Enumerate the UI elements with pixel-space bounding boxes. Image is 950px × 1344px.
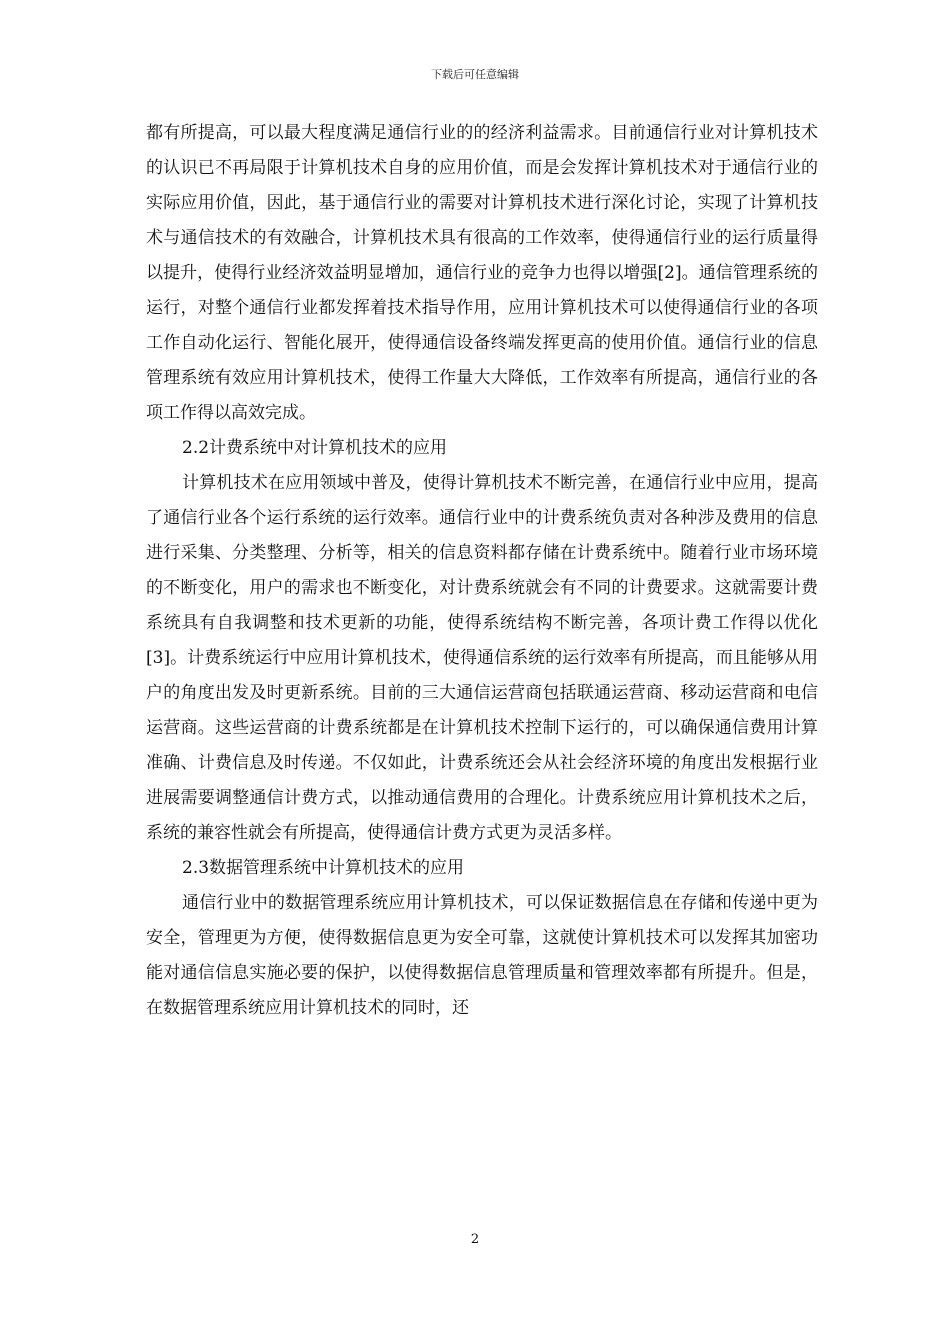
section-heading-2-3: 2.3数据管理系统中计算机技术的应用	[182, 858, 465, 878]
paragraph-1: 都有所提高，可以最大程度满足通信行业的的经济利益需求。目前通信行业对计算机技术的认识已不再局限于计算机技术自身的应用价值，而是会发挥计算机技术对于通信行业的实际应用价值，因此，基于通信行业的需要对计算机技术进行深化讨论，实现了计算机技术与通信技术的有效融合，计算机技术具有很高的工作效率，使得通信行业的运行质量得以提升，使得行业经济效益明显增加，通信行业的竞争力也得以增强[2]。通信管理系统的运行，对整个通信行业都发挥着技术指导作用，应用计算机技术可以使得通信行业的各项工作自动化运行、智能化展开，使得通信设备终端发挥更高的使用价值。通信行业的信息管理系统有效应用计算机技术，使得工作量大大降低，工作效率有所提高，通信行业的各项工作得以高效完成。	[146, 123, 818, 423]
paragraph-2: 计算机技术在应用领域中普及，使得计算机技术不断完善，在通信行业中应用，提高了通信行业各个运行系统的运行效率。通信行业中的计费系统负责对各种涉及费用的信息进行采集、分类整理、分析等，相关的信息资料都存储在计费系统中。随着行业市场环境的不断变化，用户的需求也不断变化，对计费系统就会有不同的计费要求。这就需要计费系统具有自我调整和技术更新的功能，使得系统结构不断完善，各项计费工作得以优化[3]。计费系统运行中应用计算机技术，使得通信系统的运行效率有所提高，而且能够从用户的角度出发及时更新系统。目前的三大通信运营商包括联通运营商、移动运营商和电信运营商。这些运营商的计费系统都是在计算机技术控制下运行的，可以确保通信费用计算准确、计费信息及时传递。不仅如此，计费系统还会从社会经济环境的角度出发根据行业进展需要调整通信计费方式，以推动通信费用的合理化。计费系统应用计算机技术之后，系统的兼容性就会有所提高，使得通信计费方式更为灵活多样。	[146, 473, 818, 843]
section-heading-2-2: 2.2计费系统中对计算机技术的应用	[182, 438, 448, 458]
paragraph-3: 通信行业中的数据管理系统应用计算机技术，可以保证数据信息在存储和传递中更为安全，管理更为方便，使得数据信息更为安全可靠，这就使计算机技术可以发挥其加密功能对通信信息实施必要的保护，以使得数据信息管理质量和管理效率都有所提升。但是，在数据管理系统应用计算机技术的同时，还	[146, 893, 818, 1018]
document-body	[146, 116, 818, 1026]
page-header: 下载后可任意编辑	[431, 68, 519, 81]
page-number: 2	[470, 1232, 480, 1247]
